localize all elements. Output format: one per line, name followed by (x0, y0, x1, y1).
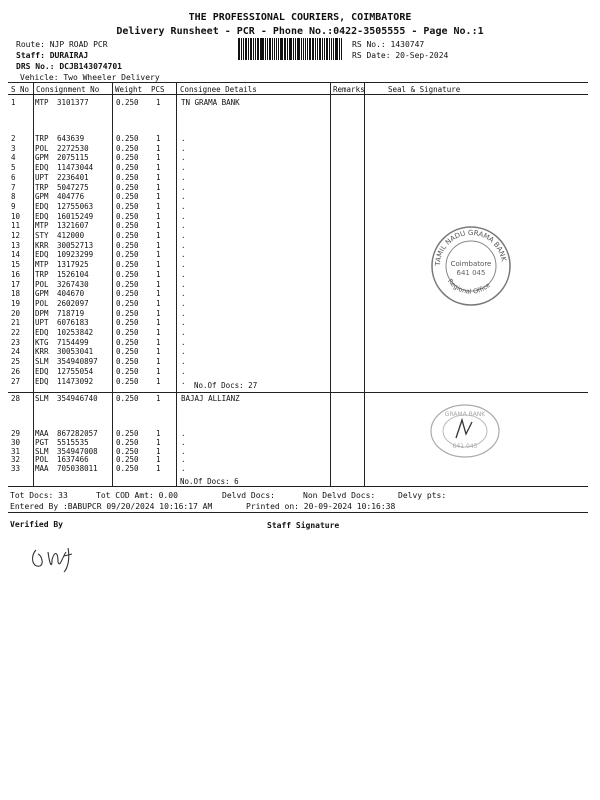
col-consignment-no: Consignment No (36, 85, 100, 94)
weight: 0.250 (116, 308, 139, 318)
consignment-no (35, 250, 93, 259)
weight: 0.250 (116, 201, 139, 211)
consignment-prefix: MAA (35, 464, 49, 474)
col-divider (33, 82, 34, 486)
consignment-number: 3267430 (57, 279, 89, 289)
consignment-no (35, 309, 84, 318)
weight: 0.250 (116, 347, 139, 357)
sno: 29 (11, 429, 21, 438)
consignee-placeholder: . (181, 328, 186, 337)
seal-top-text: TAMIL NADU GRAMA BANK (433, 228, 508, 267)
consignment-prefix: MTP (35, 221, 49, 231)
pieces: 1 (156, 163, 161, 173)
consignment-prefix: EDQ (35, 211, 49, 221)
consignment-no (35, 447, 98, 456)
sno: 9 (11, 201, 16, 211)
pieces: 1 (156, 221, 161, 231)
consignment-number: 354940897 (57, 357, 98, 367)
consignment-prefix: KTG (35, 337, 49, 347)
weight: 0.250 (116, 446, 139, 456)
consignee-placeholder: . (181, 347, 186, 357)
weight: 0.250 (116, 98, 139, 107)
consignee-placeholder: . (181, 269, 186, 279)
consignment-prefix: UPT (35, 172, 49, 182)
pieces: 1 (156, 201, 161, 211)
col-consignee: Consignee Details (180, 85, 257, 94)
sno: 31 (11, 446, 21, 456)
col-seal-signature: Seal & Signature (388, 85, 461, 94)
consignment-prefix: EDQ (35, 366, 49, 376)
col-divider (176, 82, 177, 486)
consignee-placeholder: . (181, 308, 186, 318)
consignee-placeholder: . (181, 279, 186, 289)
consignment-prefix: GPM (35, 289, 49, 299)
consignment-number: 867282057 (57, 429, 98, 438)
barcode-image (238, 38, 342, 60)
delivered-docs: Delvd Docs: (222, 491, 275, 500)
consignment-prefix: POL (35, 279, 49, 289)
sno: 4 (11, 153, 16, 163)
sno: 11 (11, 221, 21, 231)
consignee-placeholder: . (181, 337, 186, 347)
consignee-placeholder: . (181, 260, 186, 270)
sno: 30 (11, 437, 21, 447)
seal-city: Coimbatore (450, 260, 492, 268)
consignment-prefix: SLM (35, 394, 49, 403)
weight: 0.250 (116, 163, 139, 173)
pieces: 1 (156, 308, 161, 318)
consignee-placeholder: . (181, 298, 186, 308)
consignee-placeholder: . (181, 357, 186, 367)
weight: 0.250 (116, 464, 139, 474)
consignee-placeholder: . (181, 318, 186, 328)
drs-number: DRS No.: DCJB143074701 (16, 62, 122, 71)
consignment-number: 404670 (57, 289, 85, 299)
consignment-number: 2602097 (57, 298, 89, 308)
pieces: 1 (156, 240, 161, 250)
sno: 27 (11, 376, 21, 386)
consignment-no (35, 144, 89, 153)
consignment-prefix: TRP (35, 269, 49, 279)
consignment-number: 12755063 (57, 201, 94, 211)
weight: 0.250 (116, 337, 139, 347)
consignment-no (35, 367, 93, 376)
faded-seal-text: GRAMA BANK (444, 411, 486, 418)
weight: 0.250 (116, 134, 139, 143)
consignment-number: 1321607 (57, 221, 89, 231)
consignment-prefix: EDQ (35, 163, 49, 173)
entered-by: Entered By :BABUPCR 09/20/2024 10:16:17 AM (10, 502, 213, 511)
header-bottom-border (8, 94, 588, 95)
sno: 19 (11, 298, 21, 308)
consignment-no (35, 270, 89, 279)
weight: 0.250 (116, 260, 139, 270)
sno: 32 (11, 455, 21, 465)
consignee-placeholder: . (181, 429, 186, 438)
sno: 18 (11, 289, 21, 299)
table-top-border (8, 82, 588, 83)
consignment-number: 6076183 (57, 318, 89, 328)
sno: 10 (11, 211, 21, 221)
pieces: 1 (156, 279, 161, 289)
consignment-number: 404776 (57, 192, 85, 202)
consignee-placeholder: . (181, 134, 186, 143)
consignment-no (35, 464, 98, 473)
pieces: 1 (156, 134, 161, 143)
consignment-no (35, 280, 89, 289)
weight: 0.250 (116, 366, 139, 376)
sno: 26 (11, 366, 21, 376)
consignment-no (35, 163, 93, 172)
pieces: 1 (156, 153, 161, 163)
total-docs: Tot Docs: 33 (10, 491, 68, 500)
consignment-no (35, 455, 89, 464)
pieces: 1 (156, 455, 161, 465)
sno: 13 (11, 240, 21, 250)
consignment-prefix: PGT (35, 437, 49, 447)
sno: 17 (11, 279, 21, 289)
pieces: 1 (156, 366, 161, 376)
sno: 1 (11, 98, 16, 107)
consignment-number: 10923299 (57, 250, 94, 260)
consignment-no (35, 289, 84, 298)
consignee-placeholder: . (181, 143, 186, 153)
pieces: 1 (156, 182, 161, 192)
verified-by-label: Verified By (10, 520, 63, 529)
staff-info: Staff: DURAIRAJ (16, 51, 89, 60)
consignment-number: 3101377 (57, 98, 89, 107)
col-divider (364, 82, 365, 486)
consignment-no (35, 153, 89, 162)
weight: 0.250 (116, 211, 139, 221)
svg-text:Regional Office (446, 277, 492, 295)
bank-seal-stamp-faded (428, 402, 502, 460)
pieces: 1 (156, 269, 161, 279)
pieces: 1 (156, 298, 161, 308)
consignment-number: 11473092 (57, 376, 94, 386)
consignment-prefix: KRR (35, 347, 49, 357)
weight: 0.250 (116, 289, 139, 299)
pieces: 1 (156, 143, 161, 153)
consignment-number: 412000 (57, 231, 85, 240)
pieces: 1 (156, 429, 161, 438)
consignment-no (35, 438, 89, 447)
weight: 0.250 (116, 328, 139, 337)
pieces: 1 (156, 394, 161, 403)
pieces: 1 (156, 250, 161, 260)
pieces: 1 (156, 98, 161, 107)
consignee-placeholder: . (181, 163, 186, 173)
sno: 6 (11, 172, 16, 182)
sno: 23 (11, 337, 21, 347)
weight: 0.250 (116, 376, 139, 386)
pieces: 1 (156, 376, 161, 386)
consignment-no (35, 241, 93, 250)
consignment-no (35, 260, 89, 269)
rs-number: RS No.: 1430747 (352, 40, 425, 49)
sno: 20 (11, 308, 21, 318)
consignment-no (35, 173, 89, 182)
consignment-no (35, 231, 84, 240)
consignment-number: 1317925 (57, 260, 89, 270)
pieces: 1 (156, 337, 161, 347)
delivery-points: Delvy pts: (398, 491, 447, 500)
weight: 0.250 (116, 298, 139, 308)
non-delivered-docs: Non Delvd Docs: (303, 491, 376, 500)
consignment-prefix: DPM (35, 308, 49, 318)
weight: 0.250 (116, 172, 139, 182)
weight: 0.250 (116, 182, 139, 192)
weight: 0.250 (116, 153, 139, 163)
col-pcs: PCS (151, 85, 165, 94)
pieces: 1 (156, 289, 161, 299)
weight: 0.250 (116, 240, 139, 250)
consignment-prefix: POL (35, 143, 49, 153)
handwritten-signature (28, 538, 88, 578)
pieces: 1 (156, 318, 161, 328)
consignment-prefix: POL (35, 455, 49, 465)
bank-seal-stamp (430, 225, 512, 307)
consignment-no (35, 299, 89, 308)
consignment-no (35, 357, 98, 366)
consignment-prefix: MAA (35, 429, 49, 438)
sno: 14 (11, 250, 21, 260)
consignment-number: 30053041 (57, 347, 94, 357)
consignee-placeholder: . (181, 182, 186, 192)
seal-pin: 641 045 (456, 269, 486, 277)
pieces: 1 (156, 192, 161, 202)
consignment-prefix: MTP (35, 98, 49, 107)
consignment-prefix: EDQ (35, 250, 49, 260)
consignee-placeholder: . (181, 455, 186, 465)
consignment-no (35, 212, 93, 221)
staff-signature-label: Staff Signature (267, 521, 340, 530)
weight: 0.250 (116, 437, 139, 447)
weight: 0.250 (116, 279, 139, 289)
col-divider (112, 82, 113, 486)
weight: 0.250 (116, 269, 139, 279)
consignment-prefix: UPT (35, 318, 49, 328)
consignment-number: 11473044 (57, 163, 94, 173)
consignment-no (35, 328, 93, 337)
consignment-number: 705038011 (57, 464, 98, 474)
consignment-no (35, 347, 93, 356)
weight: 0.250 (116, 357, 139, 367)
consignment-prefix: SLM (35, 357, 49, 367)
consignee-placeholder: . (181, 376, 186, 386)
consignment-no (35, 134, 84, 143)
consignment-prefix: SLM (35, 446, 49, 456)
pieces: 1 (156, 231, 161, 240)
sno: 8 (11, 192, 16, 202)
consignee-placeholder: . (181, 366, 186, 376)
pieces: 1 (156, 260, 161, 270)
consignee-placeholder: . (181, 201, 186, 211)
sno: 28 (11, 394, 21, 403)
pieces: 1 (156, 328, 161, 337)
consignment-prefix: TRP (35, 182, 49, 192)
consignment-number: 354947008 (57, 446, 98, 456)
weight: 0.250 (116, 318, 139, 328)
pieces: 1 (156, 357, 161, 367)
consignment-number: 7154499 (57, 337, 89, 347)
sno: 16 (11, 269, 21, 279)
sno: 5 (11, 163, 16, 173)
runsheet-title: Delivery Runsheet - PCR - Phone No.:0422-3505555 - Page No.:1 (116, 26, 484, 37)
consignment-prefix: GPM (35, 192, 49, 202)
pieces: 1 (156, 446, 161, 456)
consignment-number: 5047275 (57, 182, 89, 192)
consignee-placeholder: . (181, 437, 186, 447)
weight: 0.250 (116, 455, 139, 465)
consignment-no (35, 377, 93, 386)
consignment-number: 5515535 (57, 437, 89, 447)
initials-signature (456, 420, 472, 438)
consignment-no (35, 202, 93, 211)
rs-date: RS Date: 20-Sep-2024 (352, 51, 449, 60)
consignee-placeholder: . (181, 240, 186, 250)
consignee-placeholder: . (181, 446, 186, 456)
consignment-number: 10253842 (57, 328, 94, 337)
consignment-no (35, 221, 89, 230)
route-info: Route: NJP ROAD PCR (16, 40, 108, 49)
consignment-no (35, 98, 89, 107)
consignment-prefix: TRP (35, 134, 49, 143)
weight: 0.250 (116, 192, 139, 202)
sno: 24 (11, 347, 21, 357)
sno: 22 (11, 328, 21, 337)
consignment-no (35, 318, 89, 327)
col-sno: S No (11, 85, 30, 94)
pieces: 1 (156, 464, 161, 474)
footer-divider (8, 512, 588, 513)
consignment-number: 30052713 (57, 240, 94, 250)
consignee-placeholder: . (181, 153, 186, 163)
consignment-no (35, 429, 98, 438)
group-divider (8, 392, 588, 393)
pieces: 1 (156, 347, 161, 357)
consignment-prefix: EDQ (35, 201, 49, 211)
weight: 0.250 (116, 231, 139, 240)
consignee-placeholder: . (181, 221, 186, 231)
sno: 33 (11, 464, 21, 474)
pieces: 1 (156, 172, 161, 182)
printed-on: Printed on: 20-09-2024 10:16:38 (246, 502, 396, 511)
col-weight: Weight (115, 85, 143, 94)
consignment-number: 2272530 (57, 143, 89, 153)
consignee-placeholder: . (181, 289, 186, 299)
consignment-prefix: STY (35, 231, 49, 240)
pieces: 1 (156, 211, 161, 221)
weight: 0.250 (116, 221, 139, 231)
consignment-prefix: EDQ (35, 328, 49, 337)
consignment-number: 16015249 (57, 211, 94, 221)
sno: 21 (11, 318, 21, 328)
sno: 25 (11, 357, 21, 367)
consignee-placeholder: . (181, 172, 186, 182)
col-divider (330, 82, 331, 486)
sno: 2 (11, 134, 16, 143)
consignment-prefix: POL (35, 298, 49, 308)
total-cod-amount: Tot COD Amt: 0.00 (96, 491, 178, 500)
sno: 7 (11, 182, 16, 192)
company-name: THE PROFESSIONAL COURIERS, COIMBATORE (188, 12, 412, 23)
consignee-placeholder: . (181, 211, 186, 221)
seal-bottom-text: Regional Office (445, 277, 492, 296)
sno: 12 (11, 231, 21, 240)
consignment-prefix: MTP (35, 260, 49, 270)
consignee-placeholder: . (181, 464, 186, 474)
consignee-placeholder: . (181, 231, 186, 240)
consignment-no (35, 192, 84, 201)
consignment-number: 1526104 (57, 269, 89, 279)
table-bottom-border (8, 486, 588, 487)
consignee-placeholder: . (181, 250, 186, 260)
consignment-number: 1637466 (57, 455, 89, 465)
weight: 0.250 (116, 394, 139, 403)
consignment-number: 354946740 (57, 394, 98, 403)
consignment-no (35, 394, 98, 403)
consignee-placeholder: . (181, 192, 186, 202)
consignment-prefix: GPM (35, 153, 49, 163)
sno: 15 (11, 260, 21, 270)
consignment-prefix: KRR (35, 240, 49, 250)
weight: 0.250 (116, 429, 139, 438)
weight: 0.250 (116, 143, 139, 153)
sno: 3 (11, 143, 16, 153)
pieces: 1 (156, 437, 161, 447)
consignment-number: 12755054 (57, 366, 94, 376)
consignment-number: 643639 (57, 134, 85, 143)
consignment-prefix: EDQ (35, 376, 49, 386)
consignment-number: 718719 (57, 308, 85, 318)
weight: 0.250 (116, 250, 139, 260)
col-remarks: Remarks (333, 85, 365, 94)
consignment-no (35, 338, 89, 347)
consignment-no (35, 183, 89, 192)
faded-seal-pin: 641 045 (452, 443, 478, 450)
consignment-number: 2236401 (57, 172, 89, 182)
consignment-number: 2075115 (57, 153, 89, 163)
vehicle-info: Vehicle: Two Wheeler Delivery (20, 73, 160, 82)
